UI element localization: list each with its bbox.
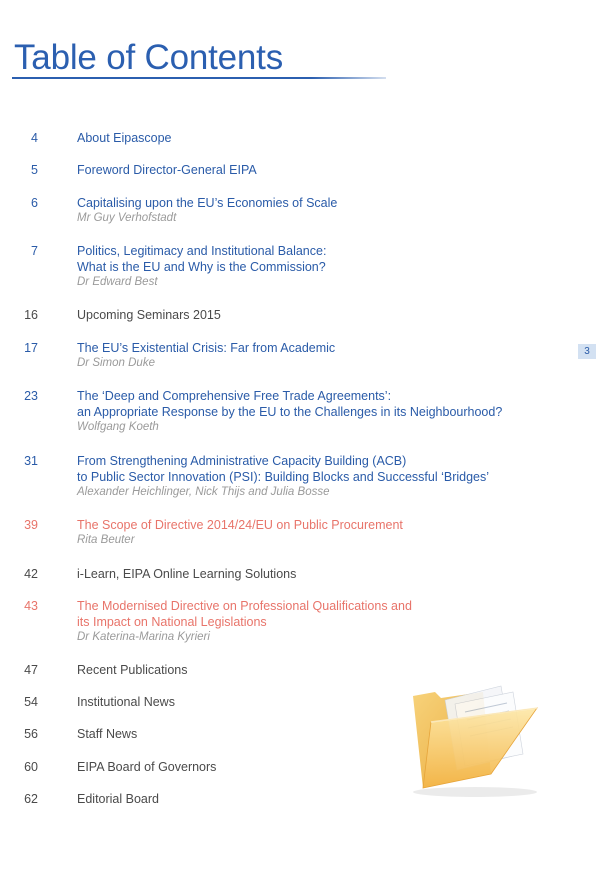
toc-author: Dr Edward Best — [77, 276, 158, 288]
toc-author: Dr Katerina-Marina Kyrieri — [77, 631, 210, 643]
toc-title-line[interactable]: Staff News — [77, 727, 138, 741]
toc-author: Alexander Heichlinger, Nick Thijs and Julia Bosse — [77, 486, 330, 498]
toc-title-line[interactable]: Institutional News — [77, 695, 175, 709]
toc-page-number: 17 — [24, 341, 38, 355]
toc-page-number: 39 — [24, 518, 38, 532]
page-title: Table of Contents — [14, 38, 283, 77]
toc-title-line[interactable]: to Public Sector Innovation (PSI): Building Blocks and Successful ‘Bridges’ — [77, 470, 490, 484]
toc-title-line[interactable]: Editorial Board — [77, 792, 159, 806]
toc-page-number: 16 — [24, 308, 38, 322]
toc-page-number: 4 — [31, 131, 38, 145]
toc-title-line[interactable]: Capitalising upon the EU’s Economies of Scale — [77, 196, 338, 210]
toc-title-line[interactable]: The EU’s Existential Crisis: Far from Academic — [77, 341, 336, 355]
toc-title-line[interactable]: i-Learn, EIPA Online Learning Solutions — [77, 567, 297, 581]
folder-icon — [405, 678, 550, 798]
toc-page-number: 42 — [24, 567, 38, 581]
toc-author: Mr Guy Verhofstadt — [77, 212, 177, 224]
toc-title-line[interactable]: The Scope of Directive 2014/24/EU on Public Procurement — [77, 518, 403, 532]
toc-page-number: 5 — [31, 163, 38, 177]
toc-title-line[interactable]: About Eipascope — [77, 131, 172, 145]
toc-title-line[interactable]: The ‘Deep and Comprehensive Free Trade Agreements’: — [77, 389, 392, 403]
toc-page-number: 54 — [24, 695, 38, 709]
toc-title-line[interactable]: What is the EU and Why is the Commission? — [77, 260, 326, 274]
toc-page-number: 7 — [31, 244, 38, 258]
toc-title-line[interactable]: Politics, Legitimacy and Institutional Balance: — [77, 244, 327, 258]
toc-title-line[interactable]: its Impact on National Legislations — [77, 615, 267, 629]
toc-author: Rita Beuter — [77, 534, 135, 546]
toc-page-number: 6 — [31, 196, 38, 210]
toc-title-line[interactable]: Foreword Director-General EIPA — [77, 163, 257, 177]
toc-page-number: 60 — [24, 760, 38, 774]
toc-title-line[interactable]: an Appropriate Response by the EU to the Challenges in its Neighbourhood? — [77, 405, 503, 419]
title-underline — [12, 77, 386, 79]
toc-page-number: 47 — [24, 663, 38, 677]
toc-page-number: 31 — [24, 454, 38, 468]
toc-author: Wolfgang Koeth — [77, 421, 159, 433]
side-page-number: 3 — [578, 344, 596, 359]
toc-page-number: 23 — [24, 389, 38, 403]
toc-title-line[interactable]: Upcoming Seminars 2015 — [77, 308, 221, 322]
toc-title-line[interactable]: The Modernised Directive on Professional Qualifications and — [77, 599, 412, 613]
toc-author: Dr Simon Duke — [77, 357, 155, 369]
toc-title-line[interactable]: EIPA Board of Governors — [77, 760, 217, 774]
toc-title-line[interactable]: Recent Publications — [77, 663, 188, 677]
toc-title-line[interactable]: From Strengthening Administrative Capacity Building (ACB) — [77, 454, 407, 468]
toc-page-number: 43 — [24, 599, 38, 613]
toc-page-number: 62 — [24, 792, 38, 806]
toc-page-number: 56 — [24, 727, 38, 741]
